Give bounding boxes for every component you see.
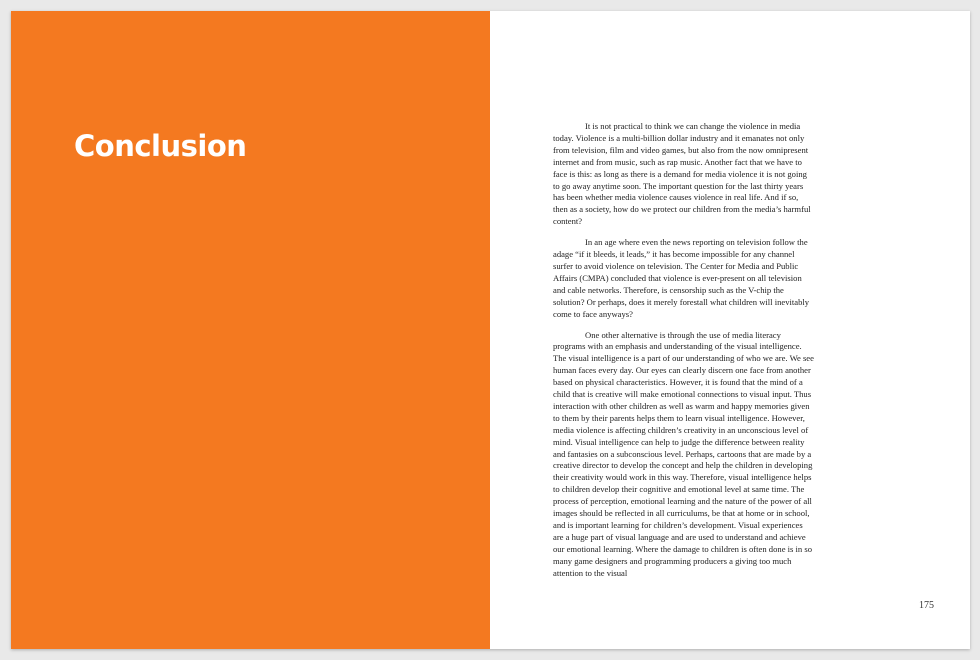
- paragraph-1: It is not practical to think we can change the violence in media today. Violence is a multi-billion dollar industry and it emanates not only from television, film and video games, but also from the now omnipresent internet and from music, such as rap music. Another fact that we have to face is this: as long as there is a demand for media violence it is not going to go away anytime soon. The important question for the last thirty years has been whether media violence causes violence in real life. And if so, then as a society, how do we protect our children from the media’s harmful content?: [553, 121, 811, 227]
- chapter-title: Conclusion: [74, 129, 247, 163]
- body-text: [553, 121, 815, 589]
- right-page: [490, 11, 970, 649]
- paragraph-2: In an age where even the news reporting on television follow the adage “if it bleeds, it leads,” it has become impossible for any channel surfer to avoid violence on television. The Center for Media and Public Affairs (CMPA) concluded that violence is ever-present on all television and cable networks. Therefore, is censorship such as the V-chip the solution? Or perhaps, does it merely forestall what children will inevitably come to face anyways?: [553, 237, 810, 319]
- paragraph-3: One other alternative is through the use of media literacy programs with an emphasis and understanding of the visual intelligence. The visual intelligence is a part of our understanding of who we are. We see human faces every day. Our eyes can clearly discern one face from another based on physical characteristics. However, it is found that the mind of a child that is creative will make emotional connections to visual input. Thus interaction with other children as well as warm and happy memories given to them by their parents helps them to learn visual intelligence. However, media violence is affecting children’s creativity in an unconscious level of mind. Visual intelligence can help to judge the difference between reality and fantasies on a subconscious level. Perhaps, cartoons that are made by a creative director to develop the concept and help the children in developing their creativity would work in this way. Therefore, visual intelligence helps to children develop their cognitive and emotional level at same time. The process of perception, emotional learning and the nature of the power of all images should be reflected in all curriculums, be that at home or in school, and is important learning for children’s development. Visual experiences are a huge part of visual language and are used to understand and achieve our emotional learning. Where the damage to children is often done is in so many game designers and programming producers a giving too much attention to the visual: [553, 329, 814, 578]
- left-page: [11, 11, 490, 649]
- page-number: 175: [919, 600, 934, 611]
- book-spread: [11, 11, 970, 649]
